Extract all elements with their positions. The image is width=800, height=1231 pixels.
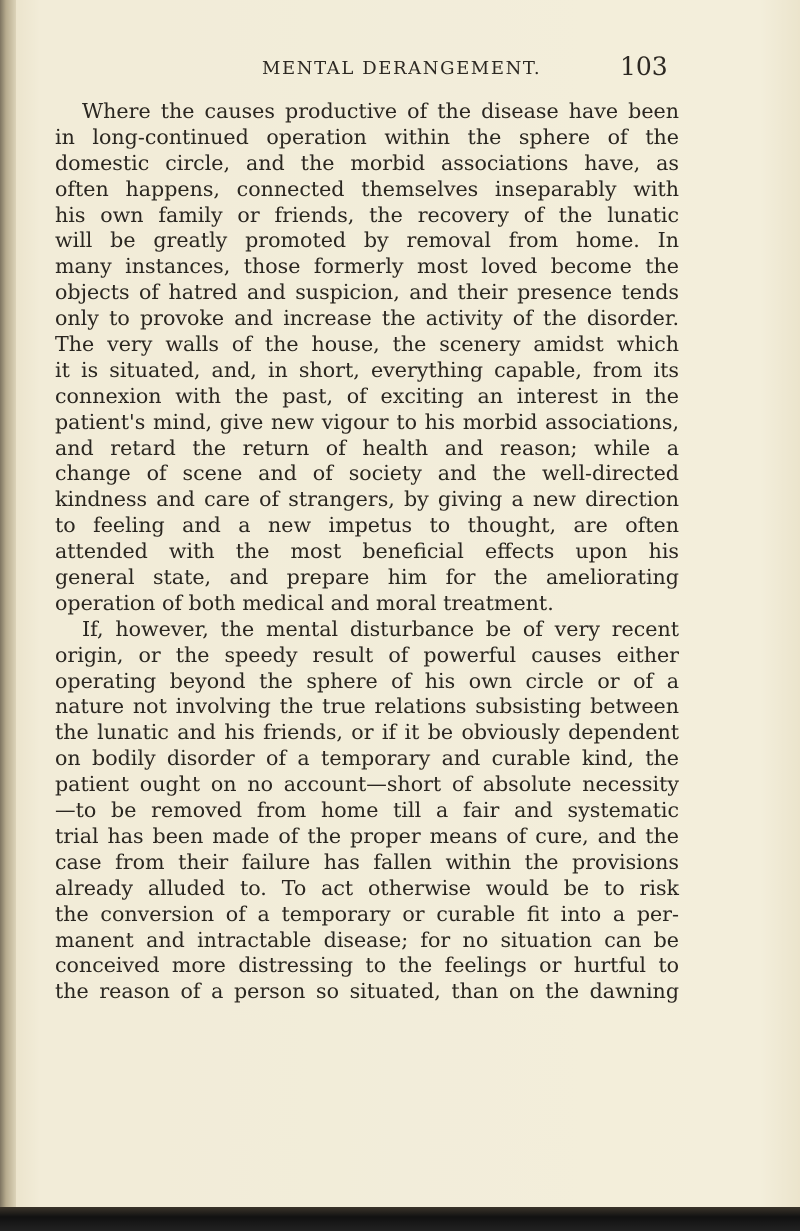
- text-line: patient ought on no account—short of absolute necessity: [55, 772, 679, 797]
- text-line: only to provoke and increase the activity of the disorder.: [55, 306, 679, 331]
- text-line: operation of both medical and moral treatment.: [55, 590, 554, 615]
- text-line: origin, or the speedy result of powerful causes either: [55, 642, 679, 667]
- text-line: many instances, those formerly most loved become the: [55, 254, 679, 279]
- text-line: will be greatly promoted by removal from home. In: [55, 228, 679, 253]
- text-line: the reason of a person so situated, than on the dawning: [55, 979, 679, 1004]
- page-number: 103: [620, 52, 668, 81]
- text-line: domestic circle, and the morbid associations have, as: [55, 150, 679, 175]
- text-line: operating beyond the sphere of his own circle or of a: [55, 668, 679, 693]
- text-line: the conversion of a temporary or curable fit into a per-: [55, 901, 679, 926]
- text-line: patient's mind, give new vigour to his morbid associations,: [55, 409, 679, 434]
- text-line: trial has been made of the proper means of cure, and the: [55, 823, 679, 848]
- text-line: Where the causes productive of the disease have been: [82, 99, 679, 123]
- text-line: to feeling and a new impetus to thought, are often: [55, 513, 679, 538]
- text-line: in long-continued operation within the sphere of the: [55, 124, 679, 149]
- text-line: case from their failure has fallen within the provisions: [55, 849, 679, 874]
- text-line: and retard the return of health and reason; while a: [55, 435, 679, 460]
- text-line: If, however, the mental disturbance be of very recent: [82, 616, 679, 641]
- page-gutter-shadow: [0, 0, 16, 1231]
- text-line: it is situated, and, in short, everything capable, from its: [55, 357, 679, 382]
- text-line: kindness and care of strangers, by giving a new direction: [55, 487, 679, 512]
- text-line: connexion with the past, of exciting an interest in the: [55, 383, 679, 408]
- text-line: nature not involving the true relations subsisting between: [55, 694, 679, 719]
- text-line: conceived more distressing to the feelings or hurtful to: [55, 953, 679, 978]
- text-line: change of scene and of society and the well-directed: [55, 461, 679, 486]
- text-line: general state, and prepare him for the ameliorating: [55, 565, 679, 590]
- text-line: his own family or friends, the recovery of the lunatic: [55, 202, 679, 227]
- text-line: the lunatic and his friends, or if it be obviously dependent: [55, 720, 679, 745]
- text-line: often happens, connected themselves inseparably with: [55, 176, 679, 201]
- text-line: on bodily disorder of a temporary and curable kind, the: [55, 746, 679, 771]
- text-line: —to be removed from home till a fair and systematic: [55, 798, 679, 823]
- text-line: already alluded to. To act otherwise would be to risk: [55, 875, 679, 900]
- text-line: objects of hatred and suspicion, and their presence tends: [55, 280, 679, 305]
- text-line: The very walls of the house, the scenery amidst which: [55, 332, 679, 357]
- running-head: MENTAL DERANGEMENT.: [262, 58, 542, 79]
- text-line: manent and intractable disease; for no situation can be: [55, 927, 679, 952]
- body-text: [55, 99, 679, 1005]
- page-bottom-edge: [0, 1207, 800, 1231]
- text-line: attended with the most beneficial effects upon his: [55, 539, 679, 564]
